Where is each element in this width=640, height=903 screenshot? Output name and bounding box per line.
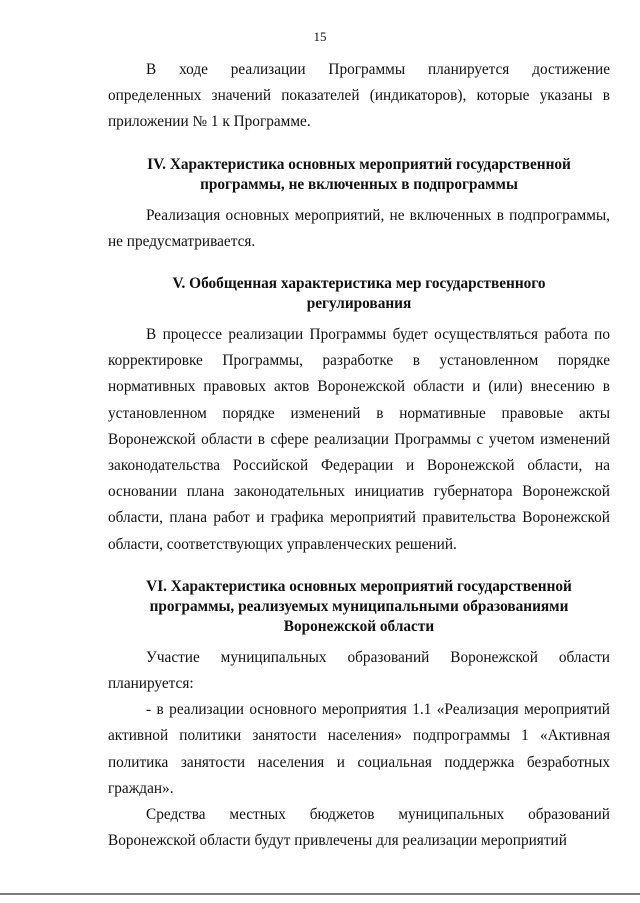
intro-paragraph: В ходе реализации Программы планируется достижение определенных значений показателей (индикаторов), которые указаны в приложении № 1 к Программе. (108, 61, 610, 131)
section-5-heading (108, 274, 610, 314)
scan-edge-line (0, 893, 640, 895)
section-5-paragraph: В процессе реализации Программы будет осуществляться работа по корректировке Программы, разработке в установленном порядке нормативных правовых актов Воронежской области и (или) внесению в установленном порядке изменений в нормативные правовые акты Воронежской области в сфере реализации Программы с учетом изменений законодательства Российской Федерации и Воронежской области, на основании плана законодательных инициатив губернатора Воронежской области, плана работ и графика мероприятий правительства Воронежской области, соответствующих управленческих решений. (108, 326, 610, 553)
section-4-heading-line-1: IV. Характеристика основных мероприятий государственной (147, 155, 571, 173)
section-4-heading (108, 155, 610, 195)
section-6-paragraph-funding: Средства местных бюджетов муниципальных образований Воронежской области будут привлечены для реализации мероприятий (108, 806, 610, 850)
section-4-heading-line-2: программы, не включенных в подпрограммы (200, 175, 518, 193)
section-6-paragraph-activity: - в реализации основного мероприятия 1.1 «Реализация мероприятий активной политики занятости населения» подпрограммы 1 «Активная политика занятости населения и социальная поддержка безработных граждан». (108, 701, 610, 797)
section-5-heading-line-1: V. Обобщенная характеристика мер государственного (172, 275, 546, 293)
section-4-paragraph: Реализация основных мероприятий, не включенных в подпрограммы, не предусматривается. (108, 206, 610, 250)
section-6-heading-line-1: VI. Характеристика основных мероприятий государственной (146, 577, 572, 595)
page-number: 15 (313, 29, 327, 44)
section-6-heading (108, 577, 610, 637)
section-6-heading-line-3: Воронежской области (283, 617, 435, 635)
section-6-paragraph-participation: Участие муниципальных образований Воронежской области планируется: (108, 648, 610, 693)
section-5-heading-line-2: регулирования (306, 295, 412, 313)
page-content (108, 57, 610, 854)
section-6-heading-line-2: программы, реализуемых муниципальными образованиями (149, 597, 569, 615)
